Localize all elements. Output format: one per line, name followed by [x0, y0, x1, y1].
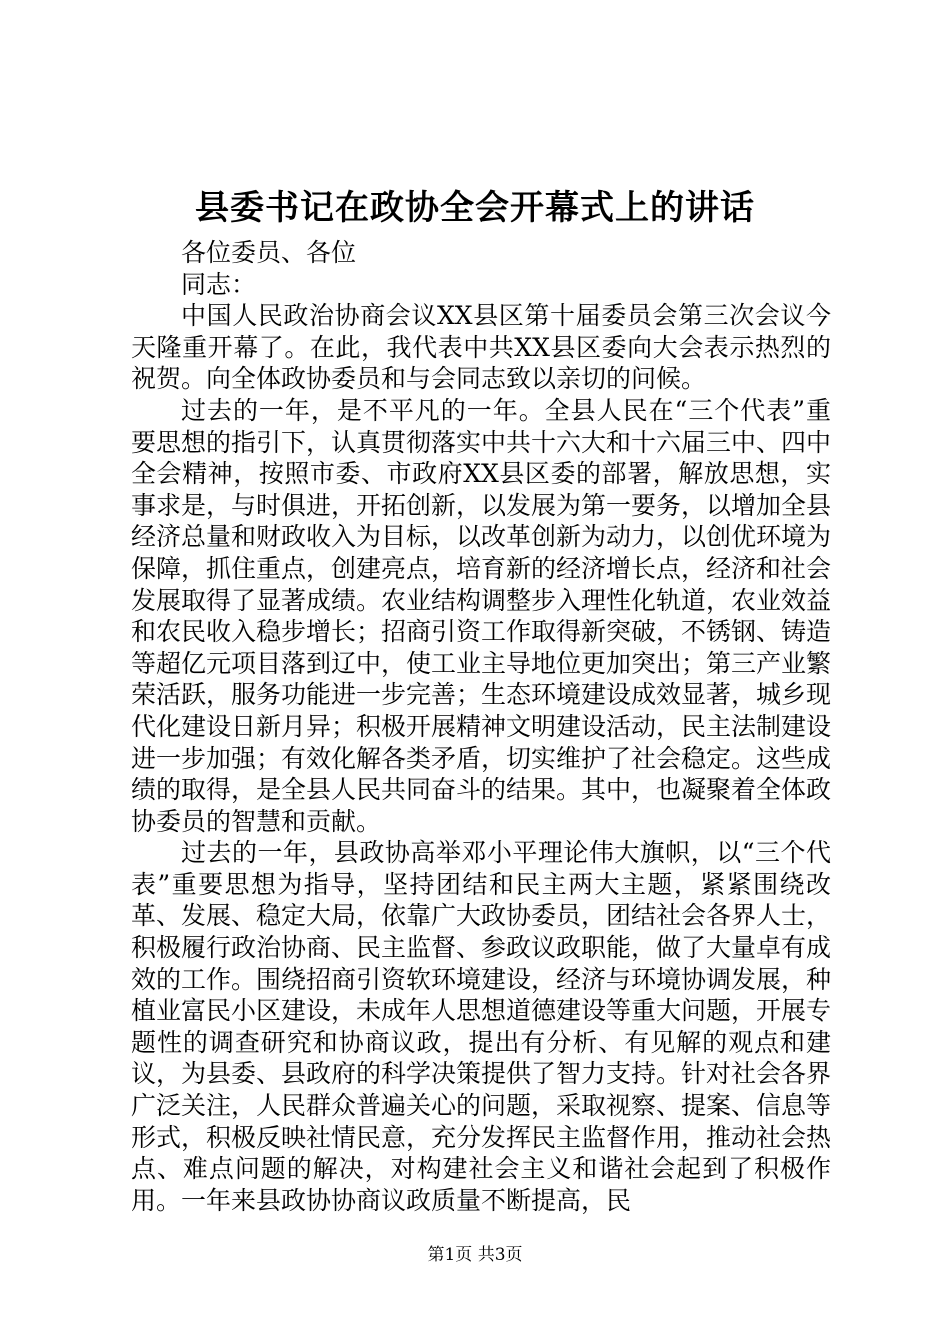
paragraph-2: 过去的一年，是不平凡的一年。全县人民在“三个代表”重要思想的指引下，认真贯彻落实中共十六大和十六届三中、四中全会精神，按照市委、市政府XX县区委的部署，解放思想，实事求是，与时俱进，开拓创新，以发展为第一要务，以增加全县经济总量和财政收入为目标，以改革创新为动力，以创优环境为保障，抓住重点，创建亮点，培育新的经济增长点，经济和社会发展取得了显著成绩。农业结构调整步入理性化轨道，农业效益和农民收入稳步增长；招商引资工作取得新突破，不锈钢、铸造等超亿元项目落到辽中，使工业主导地位更加突出；第三产业繁荣活跃，服务功能进一步完善；生态环境建设成效显著，城乡现代化建设日新月异；积极开展精神文明建设活动，民主法制建设进一步加强；有效化解各类矛盾，切实维护了社会稳定。这些成绩的取得，是全县人民共同奋斗的结果。其中，也凝聚着全体政协委员的智慧和贡献。	[131, 395, 832, 836]
page-title: 县委书记在政协全会开幕式上的讲话	[195, 188, 755, 228]
document-body	[131, 237, 831, 1216]
page-footer: 第1页 共3页	[427, 1245, 523, 1265]
salutation-line-2: 同志：	[181, 269, 257, 299]
salutation-line-1: 各位委员、各位	[181, 238, 357, 267]
paragraph-3: 过去的一年，县政协高举邓小平理论伟大旗帜，以“三个代表”重要思想为指导，坚持团结和民主两大主题，紧紧围绕改革、发展、稳定大局，依靠广大政协委员，团结社会各界人士，积极履行政治协商、民主监督、参政议政职能，做了大量卓有成效的工作。围绕招商引资软环境建设，经济与环境协调发展，种植业富民小区建设，未成年人思想道德建设等重大问题，开展专题性的调查研究和协商议政，提出有分析、有见解的观点和建议，为县委、县政府的科学决策提供了智力支持。针对社会各界广泛关注，人民群众普遍关心的问题，采取视察、提案、信息等形式，积极反映社情民意，充分发挥民主监督作用，推动社会热点、难点问题的解决，对构建社会主义和谐社会起到了积极作用。一年来县政协协商议政质量不断提高，民	[131, 838, 832, 1215]
paragraph-1: 中国人民政治协商会议XX县区第十届委员会第三次会议今天隆重开幕了。在此，我代表中共XX县区委向大会表示热烈的祝贺。向全体政协委员和与会同志致以亲切的问候。	[131, 301, 831, 394]
